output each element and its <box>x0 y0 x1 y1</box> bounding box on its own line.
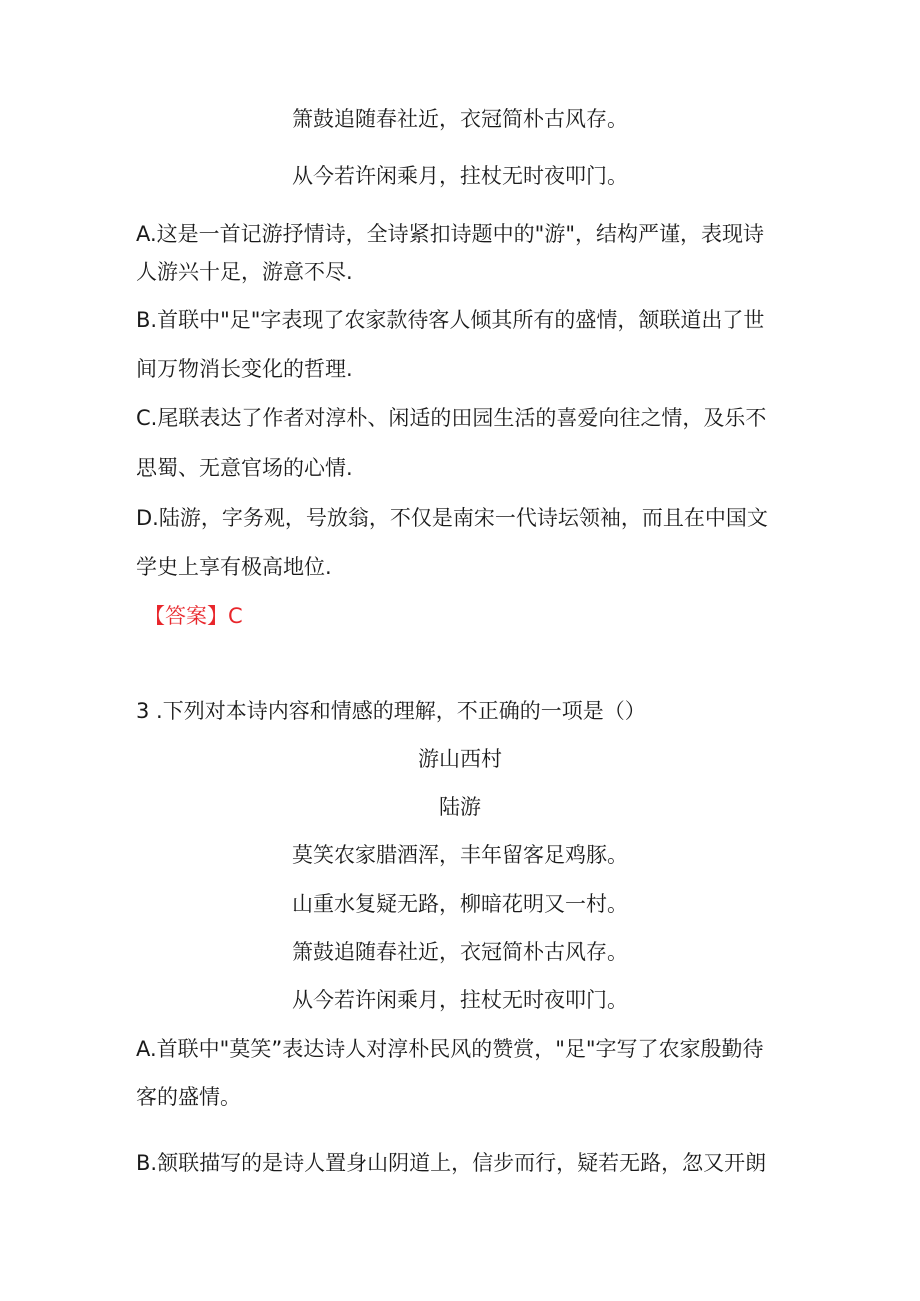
q2-option-a-line-1: A.这是一首记游抒情诗，全诗紧扣诗题中的"游"，结构严谨，表现诗 <box>136 222 764 246</box>
q3-option-a-line-2: 客的盛情。 <box>136 1085 241 1109</box>
q3-poem-line-3: 箫鼓追随春社近，衣冠简朴古风存。 <box>292 940 628 964</box>
q3-poem-line-1: 莫笑农家腊酒浑，丰年留客足鸡豚。 <box>292 843 628 867</box>
q2-option-a-line-2: 人游兴十足，游意不尽. <box>136 260 353 284</box>
q3-option-a-line-1: A.首联中"莫笑”表达诗人对淳朴民风的赞赏，"足"字写了农家殷勤待 <box>136 1037 764 1061</box>
q3-poem-line-2: 山重水复疑无路，柳暗花明又一村。 <box>292 892 628 916</box>
q2-option-b-line-1: B.首联中"足"字表现了农家款待客人倾其所有的盛情，颔联道出了世 <box>136 308 765 332</box>
q3-poem-title: 游山西村 <box>418 747 502 771</box>
q2-option-d-line-2: 学史上享有极高地位. <box>136 555 332 579</box>
q2-answer: 【答案】C <box>144 604 243 628</box>
q3-option-b-line-1: B.颔联描写的是诗人置身山阴道上，信步而行，疑若无路，忽又开朗 <box>136 1151 767 1175</box>
q3-poem-line-4: 从今若许闲乘月，拄杖无时夜叩门。 <box>292 988 628 1012</box>
q2-option-b-line-2: 间万物消长变化的哲理. <box>136 357 353 381</box>
poem1-line-3: 箫鼓追随春社近，衣冠简朴古风存。 <box>292 107 628 131</box>
q2-option-c-line-1: C.尾联表达了作者对淳朴、闲适的田园生活的喜爱向往之情，及乐不 <box>136 406 767 430</box>
q2-option-d-line-1: D.陆游，字务观，号放翁，不仅是南宋一代诗坛领袖，而且在中国文 <box>136 506 768 530</box>
poem1-line-4: 从今若许闲乘月，拄杖无时夜叩门。 <box>292 164 628 188</box>
q2-option-c-line-2: 思蜀、无意官场的心情. <box>136 456 353 480</box>
q3-poem-author: 陆游 <box>439 795 481 819</box>
q3-question: 3 .下列对本诗内容和情感的理解，不正确的一项是（） <box>136 699 646 723</box>
